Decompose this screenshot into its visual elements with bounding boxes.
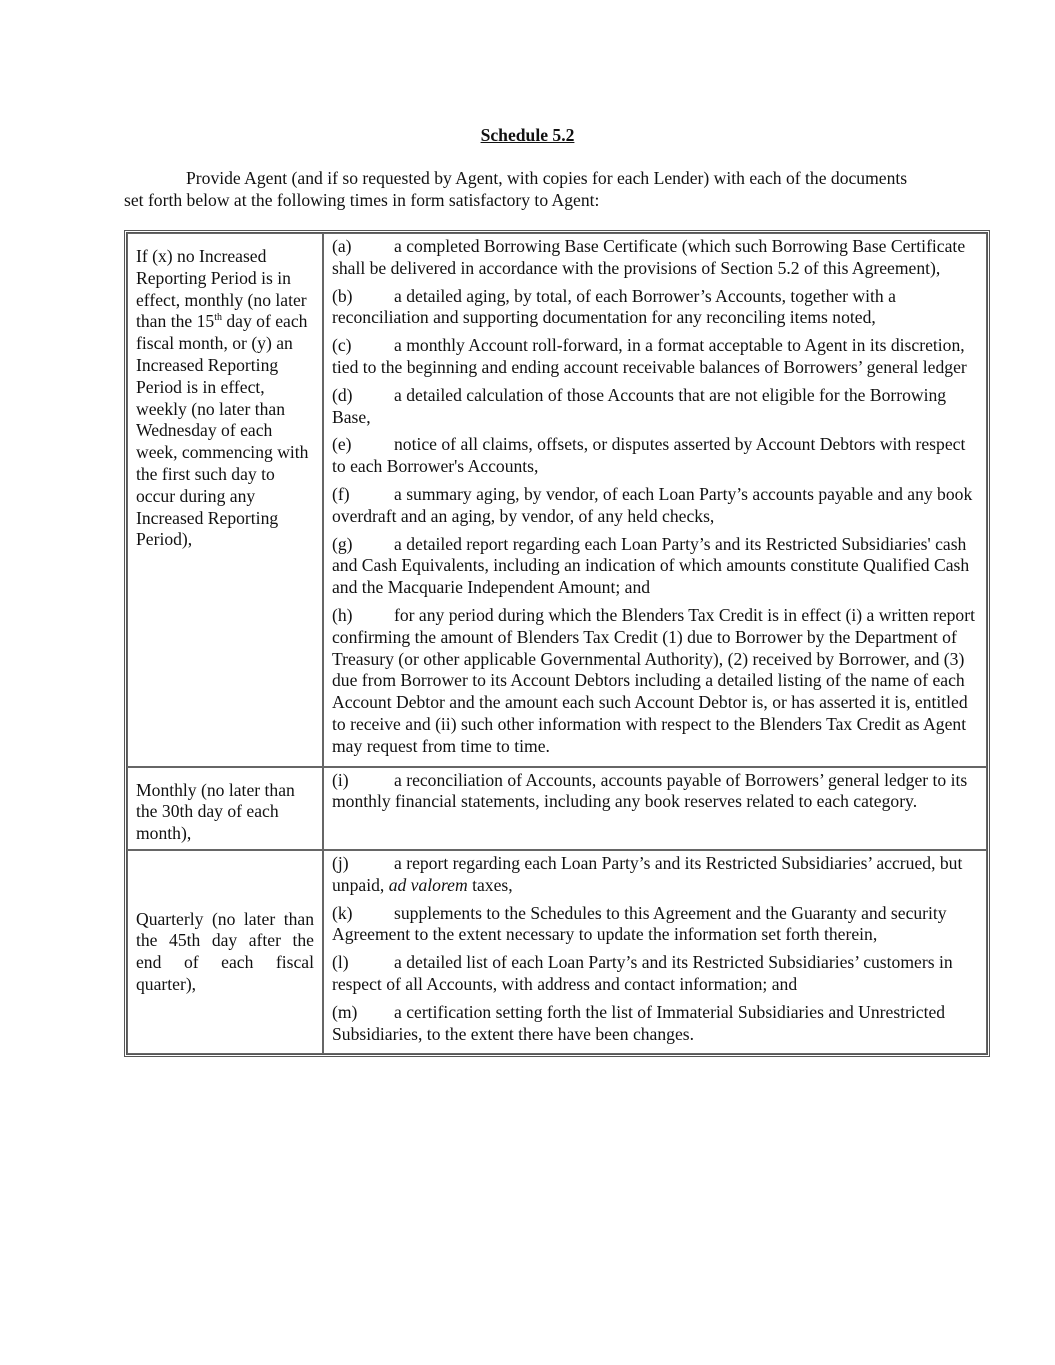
timing-text: day of each fiscal month, or (y) an Increased Reporting Period is in effect, weekly (no later than Wednesday of each week, commencing with the first such day to occur during any Increased Reporting Period), — [136, 311, 309, 550]
list-item — [332, 770, 978, 814]
item-label: (h) — [332, 604, 353, 625]
item-label: (c) — [332, 335, 352, 356]
item-label: (j) — [332, 852, 349, 873]
item-text: a detailed aging, by total, of each Borrower’s Accounts, together with a reconciliation and supporting documentation for any reconciling items noted, — [332, 285, 896, 328]
superscript: th — [214, 312, 222, 324]
item-text: a certification setting forth the list of Immaterial Subsidiaries and Unrestricted Subsidiaries, to the extent there have been changes. — [332, 1001, 946, 1044]
list-item — [332, 385, 978, 429]
list-item — [332, 484, 978, 528]
items-cell — [323, 767, 987, 850]
timing-text: If (x) no Increased Reporting Period is in effect, monthly (no later than the 15 — [136, 246, 307, 332]
item-text: a summary aging, by vendor, of each Loan Party’s accounts payable and any book overdraft and an aging, by vendor, of any held checks, — [332, 483, 973, 526]
item-text-italic: ad valorem — [388, 874, 468, 895]
table-row — [127, 233, 987, 767]
item-label: (e) — [332, 434, 352, 455]
item-label: (f) — [332, 483, 350, 504]
item-text: notice of all claims, offsets, or disputes asserted by Account Debtors with respect to each Borrower's Accounts, — [332, 434, 966, 477]
list-item — [332, 853, 978, 897]
list-item — [332, 903, 978, 947]
reporting-schedule-table — [124, 230, 990, 1057]
item-label: (l) — [332, 952, 349, 973]
item-label: (m) — [332, 1001, 358, 1022]
item-label: (i) — [332, 769, 349, 790]
list-item — [332, 1002, 978, 1046]
table-row — [127, 850, 987, 1054]
item-label: (b) — [332, 285, 353, 306]
list-item — [332, 335, 978, 379]
list-item — [332, 286, 978, 330]
item-text: taxes, — [467, 874, 513, 895]
list-item — [332, 952, 978, 996]
item-text: a detailed calculation of those Accounts that are not eligible for the Borrowing Base, — [332, 384, 947, 427]
item-text: a completed Borrowing Base Certificate (which such Borrowing Base Certificate shall be delivered in accordance with the provisions of Section 5.2 of this Agreement), — [332, 236, 966, 278]
timing-cell: Quarterly (no later than the 45th day after the end of each fiscal quarter), — [127, 850, 323, 1054]
intro-paragraph: Provide Agent (and if so requested by Agent, with copies for each Lender) with each of the documents set forth below at the following times in form satisfactory to Agent: — [124, 168, 908, 210]
item-text: a report regarding each Loan Party’s and its Restricted Subsidiaries’ accrued, but unpaid, — [332, 852, 963, 895]
item-text: a monthly Account roll-forward, in a format acceptable to Agent in its discretion, tied to the beginning and ending account receivable balances of Borrowers’ general ledger — [332, 335, 967, 377]
items-cell — [323, 850, 987, 1054]
list-item — [332, 534, 978, 599]
timing-cell: Monthly (no later than the 30th day of each month), — [127, 767, 323, 850]
item-text: a detailed report regarding each Loan Party’s and its Restricted Subsidiaries' cash and Cash Equivalents, including an indication of which amounts constitute Qualified Cash and the Macquarie Independent Amount; and — [332, 533, 970, 598]
table-row — [127, 767, 987, 850]
item-text: supplements to the Schedules to this Agreement and the Guaranty and security Agreement to the extent necessary to update the information set forth therein, — [332, 902, 947, 945]
list-item — [332, 605, 978, 758]
item-text: a reconciliation of Accounts, accounts payable of Borrowers’ general ledger to its monthly financial statements, including any book reserves related to each category. — [332, 769, 968, 812]
list-item — [332, 434, 978, 478]
schedule-title: Schedule 5.2 — [480, 125, 575, 145]
item-label: (k) — [332, 902, 353, 923]
item-label: (a) — [332, 236, 352, 256]
item-text: a detailed list of each Loan Party’s and its Restricted Subsidiaries’ customers in respect of all Accounts, with address and contact information; and — [332, 952, 953, 994]
timing-cell — [127, 233, 323, 767]
items-cell — [323, 233, 987, 767]
item-text: for any period during which the Blenders Tax Credit is in effect (i) a written report confirming the amount of Blenders Tax Credit (1) due to Borrower by the Department of Treasury (or other applicable Governmental Authority), (2) received by Borrower, and (3) due from Borrower to its Account Debtors including a detailed listing of the name of each Account Debtor and the amount each such Account Debtor is, or has asserted it is, entitled to receive and (ii) such other information with respect to the Blenders Tax Credit as Agent may request from time to time. — [332, 604, 975, 756]
item-label: (g) — [332, 533, 353, 554]
item-label: (d) — [332, 384, 353, 405]
list-item — [332, 236, 978, 280]
